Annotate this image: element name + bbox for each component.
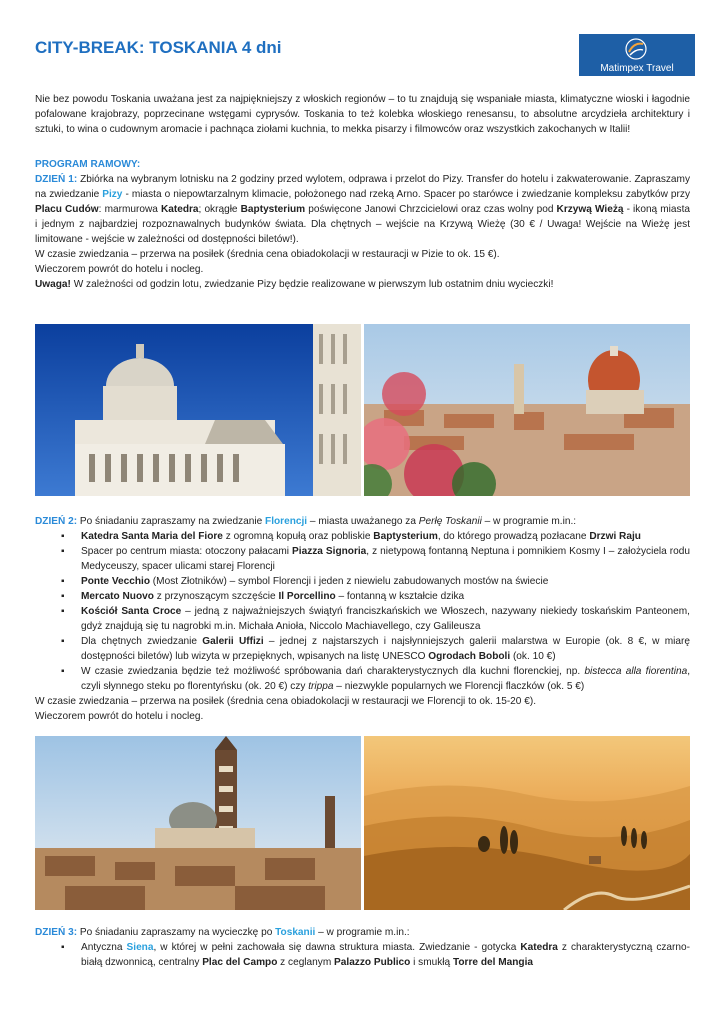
item-text: , do którego prowadzą pozłacane xyxy=(437,531,590,542)
item-bold: Ogrodach Boboli xyxy=(428,651,511,662)
page-title: CITY-BREAK: TOSKANIA 4 dni xyxy=(35,38,282,57)
tuscany-hills-image xyxy=(364,736,690,910)
item-text: i smukłą xyxy=(410,957,453,968)
item-bold: Piazza Signoria xyxy=(292,546,367,557)
day2-text: Po śniadaniu zapraszamy na zwiedzanie xyxy=(77,516,266,527)
item-text: z ogromną kopułą oraz pobliskie xyxy=(222,531,374,542)
item-text: Spacer po centrum miasta: otoczony pałacami xyxy=(81,546,293,557)
item-bold: Katedra Santa Maria del Fiore xyxy=(81,531,223,542)
day2-text: – w programie m.in.: xyxy=(481,516,577,527)
day2-section xyxy=(35,514,690,724)
florence-duomo-image xyxy=(364,324,690,496)
item-text: W czasie zwiedzania będzie też możliwość spróbowania dań charakterystycznych dla kuchni florenckiej, np. xyxy=(81,666,585,677)
item-italic: trippa xyxy=(308,681,334,692)
note-text: W zależności od godzin lotu, zwiedzanie Pizy będzie realizowane w pierwszym lub ostatnim dniu wycieczki! xyxy=(70,279,554,290)
item-bold: Baptysterium xyxy=(373,531,438,542)
baptysterium: Baptysterium xyxy=(240,204,306,215)
day1-text: - miasta o niepowtarzalnym klimacie, położonego nad rzeką Arno. Spacer po starówce i zwiedzanie kompleksu zabytków przy xyxy=(122,189,690,200)
list-item xyxy=(81,574,690,589)
pisa-photo xyxy=(35,324,361,496)
list-item xyxy=(81,589,690,604)
day3-text: – w programie m.in.: xyxy=(315,927,410,938)
day2-list xyxy=(35,529,690,694)
pisa-highlight: Pizy xyxy=(102,189,123,200)
florence-photo xyxy=(364,324,690,496)
day2-text: – miasta uważanego za xyxy=(307,516,419,527)
list-item xyxy=(81,940,690,970)
day1-text: Zbiórka na wybranym lotnisku na 2 godziny przed wylotem, odprawa i przelot do Pizy. Transfer do hotelu i zakwaterowanie. Zapraszamy na zwiedzanie xyxy=(35,174,691,200)
item-text: Dla chętnych zwiedzanie xyxy=(81,636,203,647)
day3-section xyxy=(35,925,690,970)
item-bold: Ponte Vecchio xyxy=(81,576,150,587)
brand-logo[interactable] xyxy=(579,34,695,76)
list-item xyxy=(81,634,690,664)
day1-section xyxy=(35,157,690,292)
list-item xyxy=(81,529,690,544)
program-heading xyxy=(35,157,690,172)
day1-note xyxy=(35,277,690,292)
list-item xyxy=(81,664,690,694)
krzywa-wieza: Krzywą Wieżą xyxy=(556,204,624,215)
day1-text: : marmurowa xyxy=(98,204,161,215)
item-bold: Plac del Campo xyxy=(202,957,278,968)
list-item xyxy=(81,604,690,634)
day2-lunch: W czasie zwiedzania – przerwa na posiłek (średnia cena obiadokolacji w restauracji we Florencji to ok. 15-20 €). xyxy=(35,696,536,707)
logo-text: Matimpex Travel xyxy=(600,63,674,74)
item-text: z ceglanym xyxy=(277,957,335,968)
day3-list xyxy=(35,940,690,970)
day3-text: Po śniadaniu zapraszamy na wycieczkę po xyxy=(77,927,276,938)
item-text: z przynoszącym szczęście xyxy=(153,591,279,602)
day1-paragraph xyxy=(35,172,690,247)
program-heading-text: PROGRAM RAMOWY: xyxy=(35,159,141,170)
item-bold: Torre del Mangia xyxy=(452,957,533,968)
item-text: , w której w pełni zachowała się dawna struktura miasta. Zwiedzanie - gotycka xyxy=(153,942,521,953)
item-text: z charakterystyczną czarno-białą dzwonnicą, centralny xyxy=(81,942,690,968)
day3-intro xyxy=(35,925,690,940)
tuscany-highlight: Toskanii xyxy=(275,927,316,938)
florence-highlight: Florencji xyxy=(265,516,308,527)
day2-label: DZIEŃ 2: xyxy=(35,516,78,527)
item-bold: Katedra xyxy=(520,942,558,953)
item-text: – niezwykle popularnych we Florencji flaczków (ok. 5 €) xyxy=(333,681,585,692)
item-text: , z nietypową fontanną Neptuna i pomnikiem Kosmy I – założyciela rodu Medyceuszy, spacer ulicami starej Florencji xyxy=(81,546,690,572)
matimpex-swirl-logo-icon xyxy=(625,38,647,60)
siena-cathedral-image xyxy=(35,736,361,910)
item-text: , czyli słynnego steku po florentyńsku (ok. 20 €) czy xyxy=(81,666,691,692)
item-bold: Kościół Santa Croce xyxy=(81,606,182,617)
day2-intro xyxy=(35,514,690,529)
day1-evening: Wieczorem powrót do hotelu i nocleg. xyxy=(35,264,204,275)
day2-evening: Wieczorem powrót do hotelu i nocleg. xyxy=(35,711,204,722)
perla-toskanii: Perłę Toskanii xyxy=(418,516,482,527)
item-text: – fontanną w kształcie dzika xyxy=(335,591,465,602)
intro-paragraph: Nie bez powodu Toskania uważana jest za najpiękniejszy z włoskich regionów – to tu znajdują się wspaniałe miasta, klimatyczne wioski i łagodnie pofalowane krajobrazy, poprzecinane wstęgami cyprysów. Toskania to też kolebka włoskiego renesansu, to absolutne arcydzieła architektury i sztuki, to wina o cudownym aromacie i pachnąca ziołami kuchnia, to mekka pisarzy i filmowców oraz wszystkich zakochanych w Italii! xyxy=(35,94,690,135)
intro-section xyxy=(35,92,690,137)
item-italic: bistecca alla fiorentina xyxy=(584,666,688,677)
day1-text: - ikoną miasta i jednym z najbardziej rozpoznawalnych budynków świata. Dla chętnych – wejście na Krzywą Wieżę (30 € / Uwaga! Wejście na Wieżę jest limitowane - wejście w zależności od dostępności biletów!). xyxy=(35,204,690,245)
tuscany-landscape-photo xyxy=(364,736,690,910)
day3-label: DZIEŃ 3: xyxy=(35,927,78,938)
item-text: – jednej z najstarszych i najsłynniejszych galerii malarstwa w Europie (ok. 8 €, w miarę dostępności biletów) lub wizyta w przepięknych, wpisanych na listę UNESCO xyxy=(81,636,690,662)
day1-lunch: W czasie zwiedzania – przerwa na posiłek (średnia cena obiadokolacji w restauracji w Pizie to ok. 15 €). xyxy=(35,249,500,260)
day1-label: DZIEŃ 1: xyxy=(35,174,78,185)
item-text: Antyczna xyxy=(81,942,127,953)
siena-photo xyxy=(35,736,361,910)
item-bold: Galerii Uffizi xyxy=(202,636,264,647)
katedra: Katedra xyxy=(160,204,199,215)
day1-text: poświęcone Janowi Chrzcicielowi oraz czas wolny pod xyxy=(305,204,557,215)
pisa-cathedral-image xyxy=(35,324,361,496)
note-label: Uwaga! xyxy=(35,279,71,290)
item-bold: Drzwi Raju xyxy=(589,531,641,542)
page-header xyxy=(35,34,695,84)
siena-highlight: Siena xyxy=(126,942,154,953)
item-bold: Il Porcellino xyxy=(278,591,336,602)
item-text: (Most Złotników) – symbol Florencji i jeden z niewielu zabudowanych mostów na świecie xyxy=(150,576,549,587)
list-item xyxy=(81,544,690,574)
item-text: – jedną z najważniejszych świątyń franciszkańskich we Włoszech, nazywany niekiedy toskańskim Panteonem, gdyż znajdują się tu nagrobki m.in. Michała Anioła, Niccolo Machiavellego, czy Galileusza xyxy=(81,606,690,632)
day1-text: ; okrągłe xyxy=(198,204,241,215)
placu-cudow: Placu Cudów xyxy=(35,204,99,215)
item-bold: Palazzo Publico xyxy=(334,957,411,968)
item-bold: Mercato Nuovo xyxy=(81,591,154,602)
item-text: (ok. 10 €) xyxy=(510,651,556,662)
